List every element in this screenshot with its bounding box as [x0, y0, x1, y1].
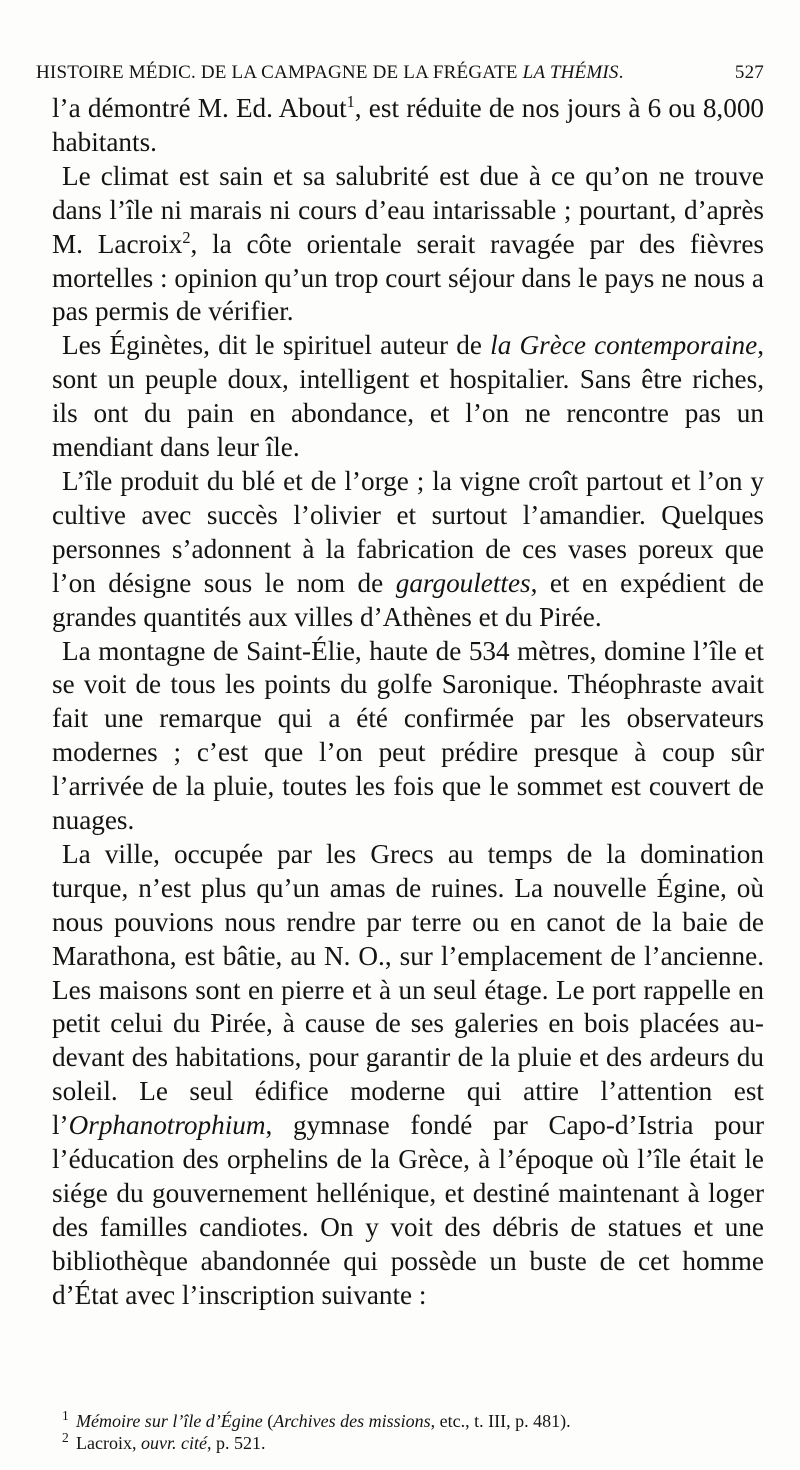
footnote-italic: Mémoire sur l’île d’Égine	[76, 1411, 263, 1431]
footnote-1: 1 Mémoire sur l’île d’Égine (Archives des missions, etc., t. III, p. 481).	[62, 1408, 571, 1431]
running-title-period: .	[618, 62, 624, 83]
paragraph-climate	[52, 160, 764, 330]
footnote-text: , etc., t. III, p. 481).	[430, 1411, 571, 1431]
footnote-italic: ouvr. cité	[140, 1433, 207, 1453]
paragraph-text: L’île produit du blé et de l’orge ; la vigne croît partout et l’on y cultive avec succès l’olivier et surtout l’amandier. Quelques personnes s’adonnent à la fabrication de ces vases poreux que l’on désigne sous le nom de	[52, 465, 764, 598]
running-title	[36, 62, 624, 84]
paragraph-text: Les Éginètes, dit le spirituel auteur de	[62, 330, 491, 361]
paragraph-text: La montagne de Saint-Élie, haute de 534 mètres, domine l’île et se voit de tous les points du golfe Saronique. Théophraste avait fait une remarque qui a été confirmée par les observateurs modernes ; c’est que l’on peut prédire presque à coup sûr l’arrivée de la pluie, toutes les fois que le sommet est couvert de nuages.	[52, 635, 764, 836]
paragraph-continued	[52, 92, 764, 160]
paragraph-text: , sont un peuple doux, intelligent et hospitalier. Sans être riches, ils ont du pain en abondance, et l’on ne rencontre pas un mendiant dans leur île.	[52, 330, 764, 463]
footnotes	[62, 1410, 764, 1454]
paragraph-text: , la côte orientale serait ravagée par des fièvres mortelles : opinion qu’un trop court séjour dans le pays ne nous a pas permis de vérifier.	[52, 228, 764, 327]
paragraph-town	[52, 838, 764, 1313]
paragraph-text: , gymnase fondé par Capo-d’Istria pour l’éducation des orphelins de la Grèce, à l’époque où l’île était le siége du gouvernement hellénique, et destiné maintenant à loger des familles candiotes. On y voit des débris de statues et une bibliothèque abandonnée qui possède un buste de cet homme d’État avec l’inscription suivante :	[52, 1110, 764, 1310]
paragraph-text: l’a démontré M. Ed. About	[52, 93, 347, 123]
paragraph-text: La ville, occupée par les Grecs au temps de la domination turque, n’est plus qu’un amas de ruines. La nouvelle Égine, où nous pouvions nous rendre par terre ou en canot de la baie de Marathona, est bâtie, au N. O., sur l’emplacement de l’ancienne. Les maisons sont en pierre et à un seul étage. Le port rappelle en petit celui du Pirée, à cause de ses galeries en bois placées au-devant des habitations, pour garantir de la pluie et des ardeurs du soleil. Le seul édifice moderne qui attire l’attention est l’	[52, 838, 764, 1141]
page-number: 527	[734, 62, 764, 83]
running-header	[36, 62, 764, 84]
paragraph-text: Le climat est sain et sa salubrité est due à ce qu’on ne trouve dans l’île ni marais ni cours d’eau intarissable ; pourtant, d’après M. Lacroix	[52, 160, 764, 259]
paragraph-text: , est réduite de nos jours à 6 ou 8,000 habitants.	[52, 93, 765, 157]
paragraph-italic: Orphanotrophium	[68, 1110, 266, 1141]
footnote-italic: Archives des missions	[273, 1411, 431, 1431]
footnote-2: 2 Lacroix, ouvr. cité, p. 521.	[62, 1430, 266, 1453]
paragraph-italic: la Grèce contemporaine	[490, 330, 758, 361]
paragraph-mountain	[52, 635, 764, 838]
footnote-text: , p. 521.	[206, 1433, 266, 1453]
footnote-text: (	[262, 1411, 274, 1431]
running-title-text: HISTOIRE MÉDIC. DE LA CAMPAGNE DE LA FRÉGATE	[36, 62, 523, 83]
paragraph-italic: gargoulettes	[395, 567, 531, 598]
paragraph-produce	[52, 465, 764, 635]
body-text	[52, 92, 764, 1313]
footnote-ref: 2	[182, 227, 191, 247]
paragraph-text: , et en expédient de grandes quantités aux villes d’Athènes et du Pirée.	[52, 567, 764, 632]
footnote-text: Lacroix,	[76, 1433, 141, 1453]
footnote-ref: 1	[346, 91, 355, 111]
paragraph-eginetes	[52, 329, 764, 465]
running-title-ship-name: LA THÉMIS	[522, 62, 619, 83]
